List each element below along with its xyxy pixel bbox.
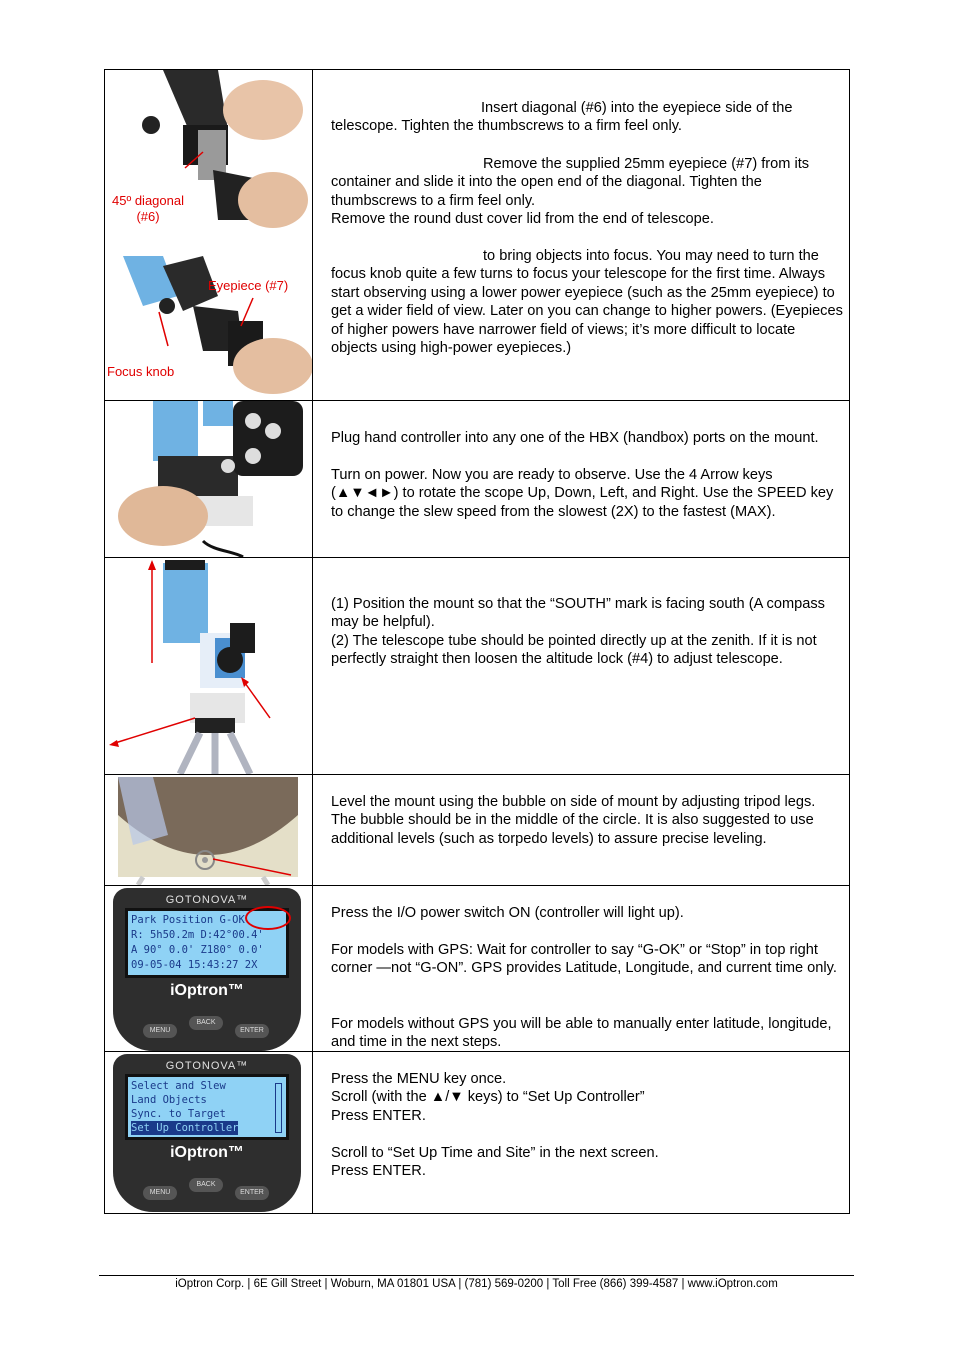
controller-keys: [143, 1174, 273, 1204]
lcd-menu-item: Land Objects: [131, 1094, 207, 1106]
menu-key: MENU: [143, 1024, 177, 1038]
text-cell: [313, 70, 849, 400]
lcd-menu-item: Select and Slew: [131, 1080, 226, 1092]
hand-controller-photo: [113, 401, 309, 557]
diagonal-label: 45º diagonal (#6): [112, 193, 184, 224]
mount-position-photo: [105, 558, 312, 774]
text-cell: [313, 1052, 849, 1213]
step-power-switch: Press the I/O power switch ON (controller will light up).: [331, 905, 684, 921]
lcd-scrollbar: [275, 1083, 282, 1133]
controller-keys: [143, 1012, 273, 1042]
controller-logo: iOptron™: [170, 982, 244, 999]
eyepiece-label: Eyepiece (#7): [208, 278, 289, 293]
text-cell: [313, 401, 849, 557]
lcd-line-1: Park Position G-OK: [131, 914, 245, 926]
step-scroll-time-site: Scroll to “Set Up Time and Site” in the next screen.: [331, 1145, 659, 1161]
lcd-line-3: A 90° 0.0' Z180° 0.0': [131, 944, 264, 956]
photo-cell: [105, 70, 313, 400]
lcd-line-4: 09-05-04 15:43:27 2X: [131, 959, 258, 971]
photo-cell: [105, 886, 313, 1051]
photo-cell: [105, 1052, 313, 1213]
lcd-menu-item-selected: Set Up Controller: [131, 1122, 239, 1134]
step-gps-models: For models with GPS: Wait for controller to say “G-OK” or “Stop” in top right corner —not “G-ON”. GPS provides Latitude, Longitude, and current time only.: [331, 942, 837, 977]
photo-cell: [105, 401, 313, 557]
back-key: BACK: [189, 1016, 223, 1030]
table-row-diagonal-eyepiece: [105, 70, 849, 401]
focus-knob-label: Focus knob: [107, 364, 175, 379]
lcd-menu-item: Sync. to Target: [131, 1108, 226, 1120]
controller-brand: GOTONOVA™: [165, 1060, 249, 1072]
enter-key: ENTER: [235, 1024, 269, 1038]
step-level-mount: Level the mount using the bubble on side of mount by adjusting tripod legs. The bubble should be in the middle of the circle. It is also suggested to use additional levels (such as torpedo levels) to assure precise leveling.: [331, 794, 816, 847]
text-cell: [313, 775, 849, 885]
step-focus: to bring objects into focus. You may need to turn the focus knob quite a few turns to focus your telescope for the first time. Always start observing using a lower power eyepiece (such as the 25mm eyepiece) to get a wider field of view. Later on you can change to higher powers. (Eyepieces of higher powers have narrower field of views; it’s more difficult to locate objects using high-power eyepieces.): [331, 248, 843, 357]
menu-key: MENU: [143, 1186, 177, 1200]
step-press-enter-2: Press ENTER.: [331, 1163, 426, 1179]
hand-controller-device: [113, 888, 301, 1051]
footer-divider: [99, 1275, 854, 1276]
controller-brand: GOTONOVA™: [165, 894, 249, 906]
step-press-menu: Press the MENU key once.: [331, 1071, 507, 1087]
step-scroll-setup: Scroll (with the ▲/▼ keys) to “Set Up Controller”: [331, 1089, 645, 1105]
step-remove-cover: Remove the round dust cover lid from the end of telescope.: [331, 211, 714, 227]
bubble-level-photo: [113, 775, 309, 885]
text-cell: [313, 886, 849, 1051]
step-face-south: (1) Position the mount so that the “SOUTH” mark is facing south (A compass may be helpful).: [331, 596, 825, 631]
back-key: BACK: [189, 1178, 223, 1192]
photo-cell: [105, 558, 313, 774]
table-row-menu-setup: [105, 1052, 849, 1213]
step-insert-eyepiece: Remove the supplied 25mm eyepiece (#7) from its container and slide it into the open end of the diagonal. Tighten the thumbscrews to a firm feel only.: [331, 156, 810, 209]
controller-lcd: [125, 1074, 289, 1140]
lcd-line-2: R: 5h50.2m D:42°00.4': [131, 929, 264, 941]
step-non-gps-models: For models without GPS you will be able to manually enter latitude, longitude, and time in the next steps.: [331, 1016, 832, 1051]
controller-logo: iOptron™: [170, 1144, 244, 1161]
enter-key: ENTER: [235, 1186, 269, 1200]
hand-controller-device: [113, 1054, 301, 1212]
step-press-enter: Press ENTER.: [331, 1108, 426, 1124]
step-insert-diagonal: Insert diagonal (#6) into the eyepiece side of the telescope. Tighten the thumbscrews to a firm feel only.: [331, 100, 793, 135]
gps-highlight-circle: [245, 906, 291, 930]
table-row-power-on: [105, 886, 849, 1052]
page-footer: iOptron Corp. | 6E Gill Street | Woburn, MA 01801 USA | (781) 569-0200 | Toll Free (866) 399-4587 | www.iOptron.com: [175, 1278, 778, 1290]
table-row-position-mount: [105, 558, 849, 775]
instruction-table: [104, 69, 850, 1214]
step-point-zenith: (2) The telescope tube should be pointed directly up at the zenith. If it is not perfectly straight then loosen the altitude lock (#4) to adjust telescope.: [331, 633, 817, 668]
text-cell: [313, 558, 849, 774]
step-power-on: Turn on power. Now you are ready to observe. Use the 4 Arrow keys (▲▼◄►) to rotate the scope Up, Down, Left, and Right. Use the SPEED key to change the slew speed from the slowest (2X) to the fastest (MAX).: [331, 467, 834, 520]
photo-cell: [105, 775, 313, 885]
step-plug-controller: Plug hand controller into any one of the HBX (handbox) ports on the mount.: [331, 430, 819, 446]
table-row-hand-controller: [105, 401, 849, 558]
table-row-level-mount: [105, 775, 849, 886]
